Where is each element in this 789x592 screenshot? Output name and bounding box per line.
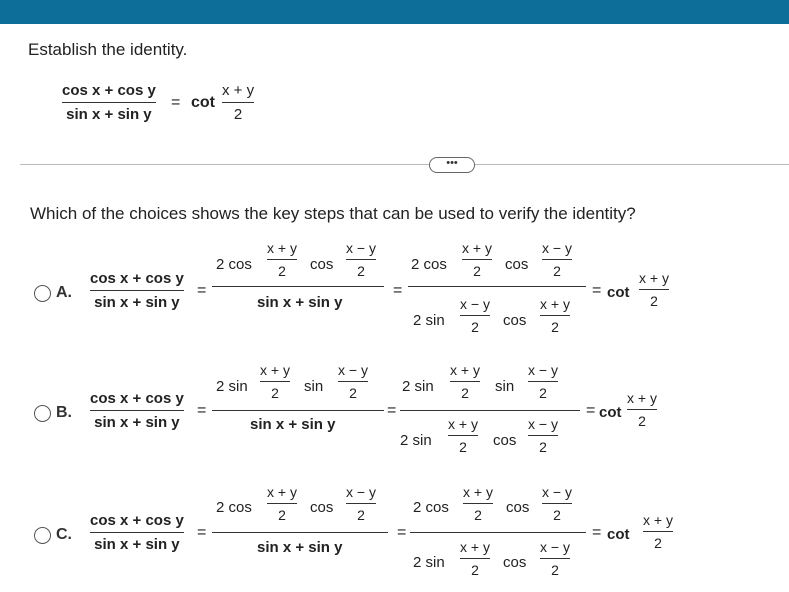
cos-word: cos (503, 312, 527, 329)
two: 2 (551, 562, 559, 579)
two: 2 (357, 507, 365, 524)
two-cos: 2 cos (216, 256, 252, 273)
option-a-cot: cot (607, 284, 630, 301)
option-b-f2-num-b (528, 362, 558, 401)
option-b-frac1-bar (212, 410, 384, 411)
two: 2 (638, 413, 646, 430)
lhs-num: cos x + cos y (90, 512, 184, 529)
identity-denominator: sin x + sin y (66, 106, 152, 124)
xpy: x + y (639, 270, 669, 286)
xpy: x + y (627, 390, 657, 406)
option-a-frac1-bar (212, 286, 384, 287)
xpy: x + y (643, 512, 673, 528)
option-c-eq2: = (397, 524, 407, 541)
two: 2 (551, 319, 559, 336)
option-c-f2-num-a (463, 484, 493, 523)
option-c-frac1-bar (212, 532, 388, 533)
sin-word: sin (495, 378, 515, 395)
cos-word: cos (310, 256, 334, 273)
two: 2 (349, 385, 357, 402)
two: 2 (473, 263, 481, 280)
cos-word: cos (493, 432, 517, 449)
option-b-label: B. (56, 404, 72, 421)
option-c-eq1: = (197, 524, 207, 541)
cos-word: cos (505, 256, 529, 273)
two: 2 (278, 263, 286, 280)
option-a-radio[interactable] (34, 285, 51, 302)
option-c-rhs (643, 512, 673, 551)
two: 2 (461, 385, 469, 402)
two-sin: 2 sin (216, 378, 248, 395)
option-a-f2-den-a (460, 296, 490, 335)
identity-lhs (62, 82, 156, 124)
prompt-text: Establish the identity. (28, 40, 188, 59)
identity-numerator: cos x + cos y (62, 82, 156, 99)
option-a-f1-frac-b (346, 240, 376, 279)
two: 2 (539, 439, 547, 456)
two: 2 (553, 507, 561, 524)
two: 2 (650, 293, 658, 310)
xmy: x − y (542, 240, 572, 256)
option-a-eq1: = (197, 282, 207, 299)
identity-rhs-numerator: x + y (222, 82, 255, 99)
option-b-eq3: = (586, 402, 596, 419)
two: 2 (471, 562, 479, 579)
option-b-lhs (90, 390, 184, 432)
option-c-frac2-bar (410, 532, 586, 533)
two: 2 (553, 263, 561, 280)
option-b-f1-frac-a (260, 362, 290, 401)
two-cos: 2 cos (411, 256, 447, 273)
two: 2 (357, 263, 365, 280)
option-a-f1-frac-a (267, 240, 297, 279)
xpy: x + y (267, 484, 297, 500)
option-b-rhs (627, 390, 657, 429)
sin-word: sin (304, 378, 324, 395)
identity-rhs-denominator: 2 (233, 106, 243, 124)
xpy: x + y (462, 240, 492, 256)
option-c-f2-den-a (460, 539, 490, 578)
option-a-f2-den-b (540, 296, 570, 335)
two-sin: 2 sin (413, 554, 445, 571)
xmy: x − y (540, 539, 570, 555)
identity-rhs (222, 82, 254, 124)
option-b-cot: cot (599, 404, 622, 421)
xmy: x − y (528, 416, 558, 432)
xmy: x − y (338, 362, 368, 378)
option-a-frac1-den: sin x + sin y (257, 294, 343, 311)
option-c-radio[interactable] (34, 527, 51, 544)
option-c-eq3: = (592, 524, 602, 541)
header-bar (0, 0, 789, 24)
identity-cot: cot (191, 94, 215, 111)
option-b-eq1: = (197, 402, 207, 419)
option-a-eq3: = (592, 282, 602, 299)
option-a-f2-num-b (542, 240, 572, 279)
lhs-den: sin x + sin y (94, 536, 180, 554)
xmy: x − y (346, 240, 376, 256)
option-c-f2-num-b (542, 484, 572, 523)
xpy: x + y (460, 539, 490, 555)
two-cos: 2 cos (216, 499, 252, 516)
option-c-frac1-den: sin x + sin y (257, 539, 343, 556)
two-sin: 2 sin (400, 432, 432, 449)
two: 2 (539, 385, 547, 402)
option-c-cot: cot (607, 526, 630, 543)
xmy: x − y (346, 484, 376, 500)
xpy: x + y (463, 484, 493, 500)
question-text: Which of the choices shows the key steps that can be used to verify the identity? (30, 204, 636, 223)
option-b-f1-frac-b (338, 362, 368, 401)
lhs-den: sin x + sin y (94, 414, 180, 432)
cos-word: cos (310, 499, 334, 516)
xpy: x + y (448, 416, 478, 432)
option-a-eq2: = (393, 282, 403, 299)
xpy: x + y (267, 240, 297, 256)
option-b-frac1-den: sin x + sin y (250, 416, 336, 433)
option-b-f2-den-b (528, 416, 558, 455)
option-c-label: C. (56, 526, 72, 543)
xmy: x − y (542, 484, 572, 500)
option-c-lhs (90, 512, 184, 554)
xpy: x + y (450, 362, 480, 378)
lhs-num: cos x + cos y (90, 270, 184, 287)
option-b-frac2-bar (400, 410, 580, 411)
option-b-eq2: = (387, 402, 397, 419)
option-a-rhs (639, 270, 669, 309)
two: 2 (271, 385, 279, 402)
xmy: x − y (528, 362, 558, 378)
xpy: x + y (260, 362, 290, 378)
option-b-radio[interactable] (34, 405, 51, 422)
two: 2 (654, 535, 662, 552)
more-button[interactable]: ••• (429, 157, 475, 173)
option-b-f2-den-a (448, 416, 478, 455)
section-divider (20, 164, 789, 165)
lhs-num: cos x + cos y (90, 390, 184, 407)
two-sin: 2 sin (402, 378, 434, 395)
cos-word: cos (503, 554, 527, 571)
two: 2 (471, 319, 479, 336)
option-a-frac1-num (216, 256, 252, 273)
option-c-f1-frac-a (267, 484, 297, 523)
option-c-f2-den-b (540, 539, 570, 578)
two-sin: 2 sin (413, 312, 445, 329)
cos-word: cos (506, 499, 530, 516)
two: 2 (459, 439, 467, 456)
option-a-lhs (90, 270, 184, 312)
two: 2 (474, 507, 482, 524)
xmy: x − y (460, 296, 490, 312)
two-cos: 2 cos (413, 499, 449, 516)
option-a-f2-num-a (462, 240, 492, 279)
two: 2 (278, 507, 286, 524)
option-c-f1-frac-b (346, 484, 376, 523)
lhs-den: sin x + sin y (94, 294, 180, 312)
option-a-label: A. (56, 284, 72, 301)
option-a-frac2-bar (408, 286, 586, 287)
xpy: x + y (540, 296, 570, 312)
identity-equals: = (171, 94, 181, 111)
option-b-f2-num-a (450, 362, 480, 401)
